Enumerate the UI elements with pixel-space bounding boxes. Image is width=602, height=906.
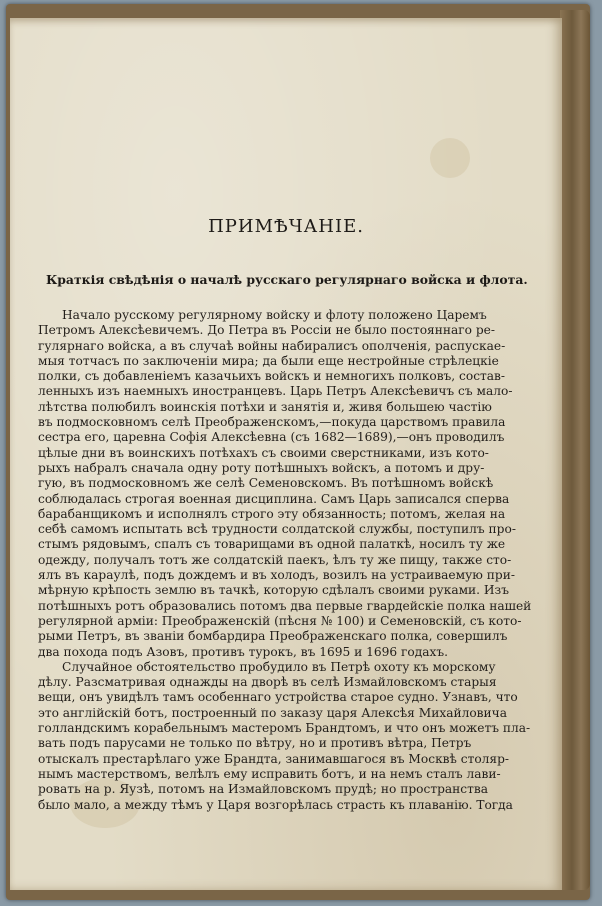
text-line: было мало, а между тѣмъ у Царя возгорѣлась страсть къ плаванію. Тогда [38, 797, 513, 812]
text-line: нымъ мастерствомъ, велѣлъ ему исправить ботъ, и на немъ сталъ лави- [38, 766, 501, 781]
text-line: вещи, онъ увидѣлъ тамъ особеннаго устройства старое судно. Узнавъ, что [38, 690, 518, 705]
text-line: дѣлу. Разсматривая однажды на дворѣ въ селѣ Измайловскомъ старыя [38, 675, 497, 690]
text-line: Случайное обстоятельство пробудило въ Петрѣ охоту къ морскому [62, 659, 496, 674]
text-line: мѣрную крѣпость землю въ тачкѣ, которую сдѣлалъ своими руками. Изъ [38, 583, 509, 598]
text-line: регулярной арміи: Преображенскій (пѣсня № 100) и Семеновскій, съ кото- [38, 613, 522, 628]
text-line: полки, съ добавленіемъ казачьихъ войскъ и немногихъ полковъ, состав- [38, 369, 506, 384]
text-line: цѣлые дни въ воинскихъ потѣхахъ съ своими сверстниками, изъ кото- [38, 445, 489, 460]
page-heading: ПРИМѢЧАНІЕ. [208, 216, 364, 237]
body-text [38, 308, 554, 813]
book-page [10, 18, 562, 890]
text-line: потѣшныхъ ротъ образовались потомъ два первые гвардейскіе полка нашей [38, 598, 532, 613]
text-line: вать подъ парусами не только по вѣтру, но и противъ вѣтра, Петръ [38, 736, 472, 751]
text-line: мыя тотчасъ по заключеніи мира; да были еще нестройные стрѣлецкіе [38, 353, 499, 368]
text-line: лѣтства полюбилъ воинскія потѣхи и занятія и, живя большею частію [38, 399, 492, 414]
text-line: стымъ рядовымъ, спалъ съ товарищами въ одной палаткѣ, носилъ ту же [38, 537, 506, 552]
text-line: гую, въ подмосковномъ же селѣ Семеновскомъ. Въ потѣшномъ войскѣ [38, 476, 494, 491]
text-line: сестра его, царевна Софія Алексѣевна (съ 1682—1689),—онъ проводилъ [38, 430, 505, 445]
text-line: Начало русскому регулярному войску и флоту положено Царемъ [62, 308, 487, 322]
text-line: одежду, получалъ тотъ же солдатскій паекъ, ѣлъ ту же пищу, также сто- [38, 552, 512, 567]
paper-stain [430, 138, 470, 178]
text-line: Петромъ Алексѣевичемъ. До Петра въ Россіи не было постояннаго ре- [38, 323, 495, 338]
text-line: себѣ самомъ испытать всѣ трудности солдатской службы, поступилъ про- [38, 522, 516, 537]
text-line: гулярнаго войска, а въ случаѣ войны набиралисъ ополченія, распускае- [38, 338, 506, 353]
text-line: голландскимъ корабельнымъ мастеромъ Брандтомъ, и что онъ можетъ пла- [38, 721, 531, 736]
text-line: отыскалъ престарѣлаго уже Брандта, занимавшагося въ Москвѣ столяр- [38, 751, 510, 766]
text-line: въ подмосковномъ селѣ Преображенскомъ,—покуда царствомъ правила [38, 415, 506, 430]
text-line: ленныхъ изъ наемныхъ иностранцевъ. Царь Петръ Алексѣевичъ съ мало- [38, 384, 513, 399]
text-line: два похода подъ Азовъ, противъ турокъ, въ 1695 и 1696 годахъ. [38, 644, 449, 659]
text-line: рыхъ набралъ сначала одну роту потѣшныхъ войскъ, а потомъ и дру- [38, 460, 485, 475]
text-line: соблюдалась строгая военная дисциплина. Самъ Царь записался сперва [38, 491, 510, 506]
section-subheading: Краткія свѣдѣнія о началѣ русскаго регулярнаго войска и флота. [46, 272, 528, 287]
book-spine [560, 10, 590, 890]
text-line: ровать на р. Яузѣ, потомъ на Измайловскомъ прудѣ; но пространства [38, 782, 488, 797]
text-line: это англійскій ботъ, построенный по заказу царя Алексѣя Михайловича [38, 705, 507, 720]
text-line: барабанщикомъ и исполнялъ строго эту обязанность; потомъ, желая на [38, 506, 506, 521]
text-line: рыми Петръ, въ званіи бомбардира Преображенскаго полка, совершилъ [38, 629, 508, 644]
text-line: ялъ въ караулѣ, подъ дождемъ и въ холодъ, возилъ на устраиваемую при- [38, 568, 515, 583]
